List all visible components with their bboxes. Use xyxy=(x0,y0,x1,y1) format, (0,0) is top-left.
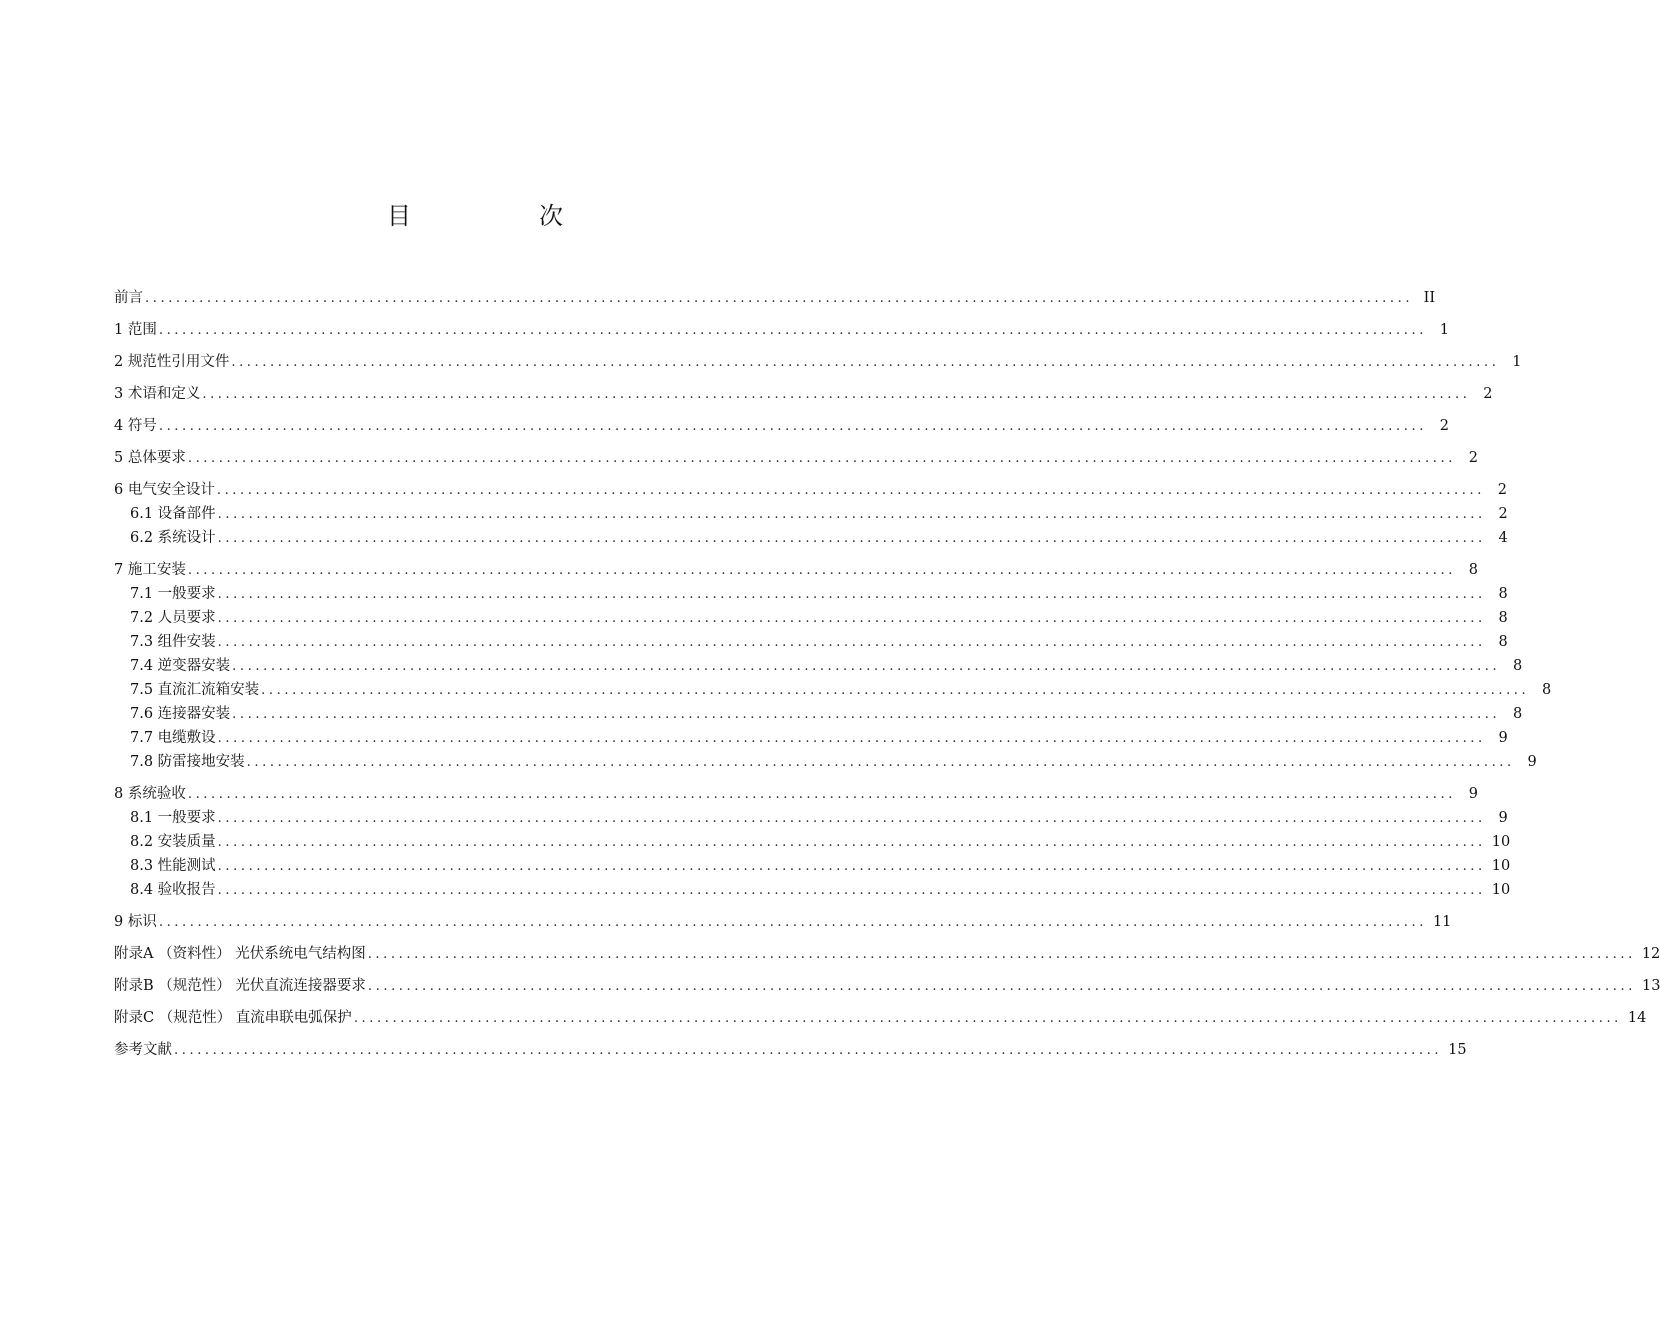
toc-page-number: 2 xyxy=(1439,418,1449,434)
toc-entry-7[interactable] xyxy=(114,558,1478,582)
toc-dot-leader: .................................................................................................................................................................... xyxy=(217,859,1486,874)
toc-dot-leader: .................................................................................................................................................................... xyxy=(174,1043,1443,1058)
toc-page-number: 2 xyxy=(1483,386,1493,402)
toc-dot-leader: .................................................................................................................................................................... xyxy=(367,979,1636,994)
toc-entry-7-7[interactable] xyxy=(114,726,1508,750)
toc-dot-leader: .................................................................................................................................................................... xyxy=(367,947,1636,962)
toc-entry-label: 7.6 连接器安装 xyxy=(130,706,231,722)
toc-page-number: 1 xyxy=(1439,322,1449,338)
toc-entry-label: 8 系统验收 xyxy=(114,786,186,802)
toc-dot-leader: .................................................................................................................................................................... xyxy=(217,507,1486,522)
toc-page-number: 11 xyxy=(1432,914,1452,930)
toc-entry-appendix-a[interactable] xyxy=(114,942,1660,966)
toc-dot-leader: .................................................................................................................................................................... xyxy=(202,387,1471,402)
toc-dot-leader: .................................................................................................................................................................... xyxy=(217,531,1486,546)
toc-dot-leader: .................................................................................................................................................................... xyxy=(261,683,1530,698)
toc-entry-7-3[interactable] xyxy=(114,630,1508,654)
toc-dot-leader: .................................................................................................................................................................... xyxy=(353,1011,1622,1026)
toc-entry-label: 8.1 一般要求 xyxy=(130,810,216,826)
toc-entry-7-5[interactable] xyxy=(114,678,1552,702)
toc-page-number: 2 xyxy=(1497,482,1507,498)
toc-dot-leader: .................................................................................................................................................................... xyxy=(158,915,1427,930)
toc-dot-leader: .................................................................................................................................................................... xyxy=(246,755,1515,770)
toc-entry-label: 3 术语和定义 xyxy=(114,386,201,402)
toc-entry-appendix-c[interactable] xyxy=(114,1006,1647,1030)
toc-dot-leader: .................................................................................................................................................................... xyxy=(231,355,1500,370)
toc-page-number: 8 xyxy=(1468,562,1478,578)
toc-entry-7-6[interactable] xyxy=(114,702,1523,726)
toc-title: 目 次 xyxy=(387,202,615,230)
toc-entry-7-8[interactable] xyxy=(114,750,1537,774)
toc-page-number: 8 xyxy=(1498,610,1508,626)
toc-page-number: 8 xyxy=(1542,682,1552,698)
toc-page-number: 8 xyxy=(1513,658,1523,674)
toc-page-number: 10 xyxy=(1491,858,1511,874)
toc-entry-label: 9 标识 xyxy=(114,914,157,930)
toc-entry-label: 7.5 直流汇流箱安装 xyxy=(130,682,260,698)
toc-entry-1[interactable] xyxy=(114,318,1449,342)
toc-page-number: 9 xyxy=(1498,810,1508,826)
toc-entry-5[interactable] xyxy=(114,446,1478,470)
toc-entry-label: 1 范围 xyxy=(114,322,157,338)
toc-entry-appendix-b[interactable] xyxy=(114,974,1660,998)
toc-entry-label: 8.4 验收报告 xyxy=(130,882,216,898)
toc-entry-label: 7.7 电缆敷设 xyxy=(130,730,216,746)
toc-page-number: 8 xyxy=(1498,634,1508,650)
toc-dot-leader: .................................................................................................................................................................... xyxy=(217,731,1486,746)
toc-entry-references[interactable] xyxy=(114,1038,1467,1062)
toc-entry-6-2[interactable] xyxy=(114,526,1508,550)
toc-entry-label: 2 规范性引用文件 xyxy=(114,354,230,370)
toc-dot-leader: .................................................................................................................................................................... xyxy=(187,451,1456,466)
toc-page-number: 9 xyxy=(1498,730,1508,746)
toc-dot-leader: .................................................................................................................................................................... xyxy=(232,707,1501,722)
toc-dot-leader: .................................................................................................................................................................... xyxy=(217,811,1486,826)
toc-entry-7-1[interactable] xyxy=(114,582,1508,606)
toc-page-number: 4 xyxy=(1498,530,1508,546)
toc-dot-leader: .................................................................................................................................................................... xyxy=(187,563,1456,578)
toc-page-number: 2 xyxy=(1498,506,1508,522)
toc-entry-label: 附录B （规范性） 光伏直流连接器要求 xyxy=(114,978,366,994)
toc-entry-label: 7.1 一般要求 xyxy=(130,586,216,602)
toc-entry-8-2[interactable] xyxy=(114,830,1511,854)
toc-entry-label: 8.2 安装质量 xyxy=(130,834,216,850)
toc-dot-leader: .................................................................................................................................................................... xyxy=(217,587,1486,602)
toc-page-number: 13 xyxy=(1641,978,1660,994)
toc-entry-9[interactable] xyxy=(114,910,1452,934)
toc-entry-8-1[interactable] xyxy=(114,806,1508,830)
toc-entry-label: 附录A （资料性） 光伏系统电气结构图 xyxy=(114,946,366,962)
toc-dot-leader: .................................................................................................................................................................... xyxy=(145,291,1414,306)
toc-page-number: 2 xyxy=(1468,450,1478,466)
toc-entry-label: 7.4 逆变器安装 xyxy=(130,658,231,674)
toc-entry-6[interactable] xyxy=(114,478,1507,502)
toc-dot-leader: .................................................................................................................................................................... xyxy=(158,323,1427,338)
toc-dot-leader: .................................................................................................................................................................... xyxy=(158,419,1427,434)
toc-page-number: 12 xyxy=(1641,946,1660,962)
toc-entry-label: 7 施工安装 xyxy=(114,562,186,578)
toc-dot-leader: .................................................................................................................................................................... xyxy=(217,635,1486,650)
toc-dot-leader: .................................................................................................................................................................... xyxy=(232,659,1501,674)
toc-entry-label: 前言 xyxy=(114,290,143,306)
toc-entry-label: 8.3 性能测试 xyxy=(130,858,216,874)
toc-entry-8[interactable] xyxy=(114,782,1478,806)
toc-entry-label: 4 符号 xyxy=(114,418,157,434)
toc-page-number: 10 xyxy=(1491,882,1511,898)
toc-page-number: II xyxy=(1423,290,1436,306)
table-of-contents xyxy=(114,286,1660,1062)
toc-entry-label: 7.8 防雷接地安装 xyxy=(130,754,245,770)
toc-page-number: 9 xyxy=(1468,786,1478,802)
toc-entry-label: 6.1 设备部件 xyxy=(130,506,216,522)
toc-dot-leader: .................................................................................................................................................................... xyxy=(217,611,1486,626)
toc-entry-foreword[interactable] xyxy=(114,286,1436,310)
toc-entry-label: 6 电气安全设计 xyxy=(114,482,215,498)
toc-entry-6-1[interactable] xyxy=(114,502,1508,526)
toc-entry-label: 6.2 系统设计 xyxy=(130,530,216,546)
toc-entry-7-2[interactable] xyxy=(114,606,1508,630)
toc-entry-label: 7.3 组件安装 xyxy=(130,634,216,650)
toc-dot-leader: .................................................................................................................................................................... xyxy=(187,787,1456,802)
toc-page-number: 10 xyxy=(1491,834,1511,850)
toc-page-number: 14 xyxy=(1627,1010,1647,1026)
toc-entry-label: 5 总体要求 xyxy=(114,450,186,466)
toc-entry-4[interactable] xyxy=(114,414,1449,438)
toc-page-number: 15 xyxy=(1448,1042,1467,1058)
toc-entry-label: 7.2 人员要求 xyxy=(130,610,216,626)
toc-page-number: 8 xyxy=(1513,706,1523,722)
toc-entry-label: 参考文献 xyxy=(114,1042,172,1058)
toc-page-number: 8 xyxy=(1498,586,1508,602)
toc-entry-2[interactable] xyxy=(114,350,1522,374)
toc-dot-leader: .................................................................................................................................................................... xyxy=(217,835,1486,850)
toc-entry-8-4[interactable] xyxy=(114,878,1511,902)
toc-entry-7-4[interactable] xyxy=(114,654,1523,678)
toc-page-number: 1 xyxy=(1512,354,1522,370)
toc-entry-label: 附录C （规范性） 直流串联电弧保护 xyxy=(114,1010,352,1026)
toc-entry-3[interactable] xyxy=(114,382,1493,406)
toc-dot-leader: .................................................................................................................................................................... xyxy=(216,483,1485,498)
toc-page-number: 9 xyxy=(1527,754,1537,770)
toc-dot-leader: .................................................................................................................................................................... xyxy=(217,883,1486,898)
toc-entry-8-3[interactable] xyxy=(114,854,1511,878)
